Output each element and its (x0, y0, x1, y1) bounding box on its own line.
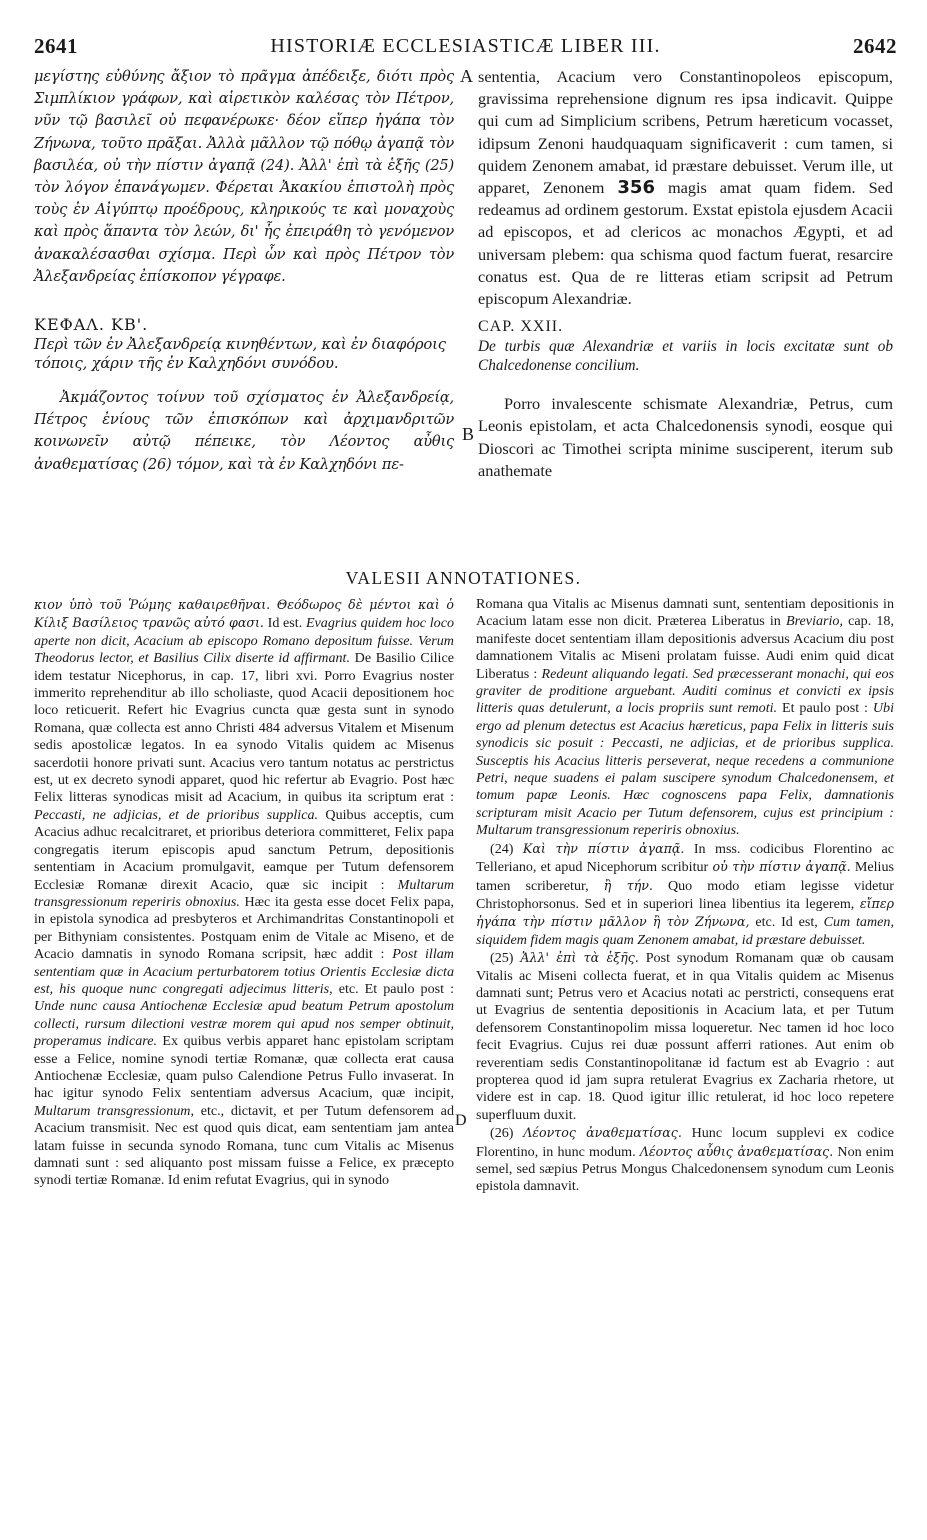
annot-right-1-b: cap. 18, manifeste docet sententiam illam depositionis adversus Acacium diu post damnationem Vitalis ac Miseni prolatam fuisse. Audi enim quid dicat Liberatus : (476, 613, 894, 682)
annot-right-4-greek2: Λέοντος αὖθις ἀναθεματίσας. (639, 1143, 834, 1159)
annot-right-4-a: Hunc locum supplevi ex codice Florentino, in hunc modum. (476, 1125, 894, 1160)
annot-right-3-num: (25) (490, 950, 514, 967)
annot-right-4 (476, 1124, 894, 1196)
annot-right-2-greek: Καὶ τὴν πίστιν ἀγαπᾷ. (522, 840, 685, 856)
annot-right-2-c: Quo modo etiam legisse videtur Christophorsonus. Sed et in superiori linea libentius ita legerem, (476, 877, 894, 912)
annotations-title: VALESII ANNOTATIONES. (345, 568, 582, 588)
annot-left-4-b: etc., dictavit, et per Tutum defensorem ad Acacium transmisit. Nec est quod quis dicat, eam sententiam jam antea latam fuisse in secunda synodo Romana, tunc cum Vitalis ac Misenus damnati sunt : sed aliquanto post missam fuisse a Felice, ex præcepto synodi tertiæ Romanæ. Id enim refutat Evagrius, qui in synodo (34, 1102, 454, 1189)
margin-letter-a: A (460, 66, 473, 86)
annot-left-2-quote: Multarum transgressionum reperiris obnoxius. (34, 876, 455, 910)
annot-right-3-greek: Ἀλλ' ἐπὶ τὰ ἑξῆς. (520, 950, 639, 966)
greek-column (34, 66, 454, 476)
annot-right-1-quote: Redeunt aliquando legati. Sed præcesserant monachi, qui eos graviter de proditione arguebant. Auditi cominus et convicti ex ipsis litteris quas detulerunt, a locis propriis sunt remoti. (476, 665, 894, 717)
annot-right-1 (476, 596, 894, 840)
annotations-right (476, 596, 894, 1196)
annot-right-2-greek2: οὐ τὴν πίστιν ἀγαπᾷ. (712, 859, 851, 875)
annot-right-4-num: (26) (490, 1125, 514, 1142)
latin-text-top-b: magis amat quam fidem. Sed redeamus ad ordinem gestorum. Exstat epistola ejusdem Acacii ad episcopos, et ad clericos ac monachos Ægypti, et ad universam plebem: qua schisma quod factum fuerat, resarcire conatus est. Qua de re litteras etiam scripsit ad Petrum episcopum Alexandriæ. (478, 178, 893, 309)
annot-right-2-greek4: εἴπερ ἠγάπα τὴν πίστιν μᾶλλον ἢ τὸν Ζήνωνα, (476, 895, 894, 930)
annot-left-3-quote2: Unde nunc causa Antiochenæ Ecclesiæ apud beatum Petrum apostolum collecti, rursum dilectioni vestræ morem qui apud nos semper obtinuit, properamus indicare. (34, 998, 454, 1050)
annot-right-2-b: Melius tamen scriberetur, (476, 859, 895, 894)
annot-left-2: Quibus acceptis, cum Acacius adhuc recalcitraret, et prioribus deteriora committeret, Felix papa congregatis iterum episcopis apud sanctum Petrum, depositionis sententiam in Acacium promulgavit, eamque per Tutum defensorem Ecclesiæ Romanæ direxit Acacio, quæ sic incipit : (34, 806, 454, 893)
greek-text-bottom: Ἀκμάζοντος τοίνυν τοῦ σχίσματος ἐν Ἀλεξανδρείᾳ, Πέτρος ἐνίους τῶν ἐπισκόπων καὶ ἀρχιμανδριτῶν κοινωνεῖν αὐτῷ πέπεικε, τὸν Λέοντος αὖθις ἀναθεματίσας (26) τόμον, καὶ τὰ ἐν Καλχηδόνι πε- (34, 389, 454, 473)
margin-letter-b: B (462, 424, 475, 444)
annot-right-2-num: (24) (490, 840, 514, 857)
annot-right-4-b: Non enim semel, sed sæpius Petrus Mongus Chalcedonensem synodum cum Leonis epistola damnavit. (476, 1143, 894, 1195)
annot-right-1-quote2: Ubi ergo ad plenum detectus est Acacius hæreticus, papa Felix in litteris suis synodicis sic posuit : Peccasti, ne adjicias, et de prioribus supplica. Susceptis his Acacius litteris perseverat, neque recedens a communione Petri, neque suadens ei palam suscipere synodum Chalcedonensem, et tomum papæ Leonis. Hæc cognoscens papa Felix, damnationis scripturam misit Acacio per Tutum defensorem, cujus est principium : Multarum transgressionum reperiris obnoxius. (476, 700, 894, 839)
annot-right-1-italic: Breviario, (785, 613, 843, 630)
annot-right-2-quote: Cum tamen, siquidem fidem magis quam Zenonem amabat, id præstare debuisset. (476, 914, 894, 948)
annot-left-4: Ex quibus verbis apparet hanc epistolam scriptam esse a Felice, nomine synodi tertiæ Romanæ, quæ collecta erat causa Antiochenæ Ecclesiæ, quam pulso Calendione Petrus Fullo invaserat. In hac igitur synodo Felix sententiam adversus Acacium, quæ incipit, (34, 1033, 454, 1102)
latin-text-top (478, 66, 893, 310)
annot-right-2-greek3: ἢ τήν. (603, 877, 653, 893)
annot-right-4-greek: Λέοντος ἀναθεματίσας. (523, 1125, 682, 1141)
margin-letter-d: D (455, 1112, 467, 1129)
annotations-left (34, 596, 454, 1190)
annot-right-2-d: etc. Id est, (755, 914, 818, 931)
annot-left-1-italic: Evagrius quidem hoc loco aperte non dicit, Acacium ab episcopo Romano depositum fuisse. Verum Theodorus lector, et Basilius Cilix diserte id affirmant. (34, 615, 454, 667)
annot-left-3-b: etc. Et paulo post : (338, 980, 454, 997)
latin-chapter-subtitle: De turbis quæ Alexandriæ et variis in locis excitatæ sunt ob Chalcedonense concilium. (478, 338, 893, 374)
annot-left-1 (34, 596, 454, 1190)
annot-right-1-c: Et paulo post : (781, 700, 868, 717)
greek-chapter-subtitle: Περὶ τῶν ἐν Ἀλεξανδρείᾳ κινηθέντων, καὶ ἐν διαφόροις τόποις, χάριν τῆς ἐν Καλχηδόνι συνόδου. (34, 336, 446, 372)
latin-text-top-a: sententia, Acacium vero Constantinopoleos episcopum, gravissima reprehensione dignum res ipsa indicavit. Quippe qui cum ad Simplicium scribens, Petrum hæreticum vocasset, idipsum Zenoni haudquaquam significaverit : cum tamen, si quidem Zenonem amabat, id præstare debuisset. Verum ille, ut apparet, Zenonem (478, 67, 893, 198)
page-number-right: 2642 (853, 34, 897, 58)
annot-left-1-greek: κιον ὑπὸ τοῦ Ῥώμης καθαιρεθῆναι. Θεόδωρος δὲ μέντοι καὶ ὁ Κίλιξ Βασίλειος τρανῶς αὐτό φασι. (34, 597, 454, 631)
annot-left-1-idest: Id est. (267, 615, 303, 632)
annot-right-2 (476, 840, 894, 949)
latin-chapter-title: CAP. XXII. (478, 318, 564, 336)
latin-column (478, 66, 893, 482)
running-head: HISTORIÆ ECCLESIASTICÆ LIBER III. (270, 35, 661, 57)
page-number-left: 2641 (34, 34, 78, 58)
greek-text-top: μεγίστης εὐθύνης ἄξιον τὸ πρᾶγμα ἀπέδειξε, διότι πρὸς Σιμπλίκιον γράφων, καὶ αἱρετικὸν καλέσας τὸν Πέτρον, νῦν τῷ βασιλεῖ οὐ πεφανέρωκε· δέον εἴπερ ἠγάπα τὸν Ζήνωνα, τοῦτο πρᾶξαι. Ἀλλὰ μᾶλλον τῷ πόθῳ ἀγαπᾷ τὸν βασιλέα, οὐ τὴν πίστιν ἀγαπᾷ (24). Ἀλλ' ἐπὶ τὰ ἑξῆς (25) τὸν λόγον ἐπανάγωμεν. Φέρεται Ἀκακίου ἐπιστολὴ πρὸς τοὺς ἐν Αἰγύπτῳ προέδρους, κληρικούς τε καὶ μοναχοὺς καὶ πρὸς ἅπαντα τὸν λεών, δι' ἧς ἐπειράθη τὸ γενόμενον ἀνακαλέσασθαι σχίσμα. Περὶ ὧν καὶ πρὸς Πέτρον τὸν Ἀλεξανδρείας ἐπίσκοπον γέγραφε. (34, 68, 454, 285)
page-header (34, 34, 897, 60)
annot-right-3-a: Post synodum Romanam quæ ob causam Vitalis ac Miseni collecta fuerat, et in qua Vitalis quidem ac Misenus damnati sunt; Petrus vero et Acacius notati ac perstricti, consequens erat ut Evagrius de sententia depositionis in Acacium lata, et per Tutum defensorem Constantinopolim missa loqueretur. Nec tamen id hoc loco fecit Evagrius. Cujus rei duæ possunt afferri rationes. Aut enim ob reverentiam sedis Constantinopolitanæ id factum est ab Evagrio : aut propterea quod id jam supra retulerat Evagrius ex Zacharia rhetore, ut videre est in cap. 18. Quod igitur illic retulerat, id hoc loco repetere superfluum duxit. (476, 950, 894, 1123)
annot-left-1-rest: De Basilio Cilice idem testatur Nicephorus, in cap. 17, libri xvi. Porro Evagrius noster immerito reprehenditur ab illo scholiaste, quod Acacii depositionem hoc loco reticuerit. Refert hic Evagrius cuncta quæ gesta sunt in synodo Romana, quæ collecta est anno Christi 484 adversus Vitalem et Misenum sedis apostolicæ legatos. In ea synodo Vitalis quidem ac Misenus sacerdotii honore privati sunt. Acacius vero tantum notatus ac perstrictus est, ut ex decreto synodi apparet, quod hic refertur ab Evagrio. Post hæc Felix litteras synodicas misit ad Acacium, in quibus ita scriptum erat : (34, 650, 454, 806)
column-marker: 356 (617, 177, 655, 199)
annot-right-3 (476, 949, 894, 1124)
latin-text-bottom: Porro invalescente schismate Alexandriæ, Petrus, cum Leonis epistolam, et acta Chalcedonensis synodi, eosque qui Dioscori ac Timothei scripta minime susciperent, iterum sub anathemate (478, 394, 893, 480)
annot-left-4-quote: Multarum transgressionum, (34, 1102, 195, 1119)
annot-left-3: Hæc ita gesta esse docet Felix papa, in epistola synodica ad presbyteros et Archimandritas Constantinopoli et per Bithyniam consistentes. Postquam enim de Vitale ac Miseno, et de Acacio damnatis in synodo Romana scripsit, hæc addit : (34, 893, 454, 963)
annot-right-2-a: In mss. codicibus Florentino ac Telleriano, et apud Nicephorum scribitur (476, 840, 894, 876)
greek-chapter-title: ΚΕΦΑΛ. ΚΒ'. (34, 315, 149, 335)
annot-left-3-quote: Post illam sententiam quæ in Acacium perturbatorem totius Orientis Ecclesiæ dicta est, his quoque nunc congregati adjecimus litteris, (34, 946, 454, 997)
annot-left-1-quote: Peccasti, ne adjicias, et de prioribus supplica. (34, 806, 319, 823)
annot-right-1-a: Romana qua Vitalis ac Misenus damnati sunt, sententiam depositionis in Acacium latam esse non dicit. Præterea Liberatus in (476, 596, 894, 630)
